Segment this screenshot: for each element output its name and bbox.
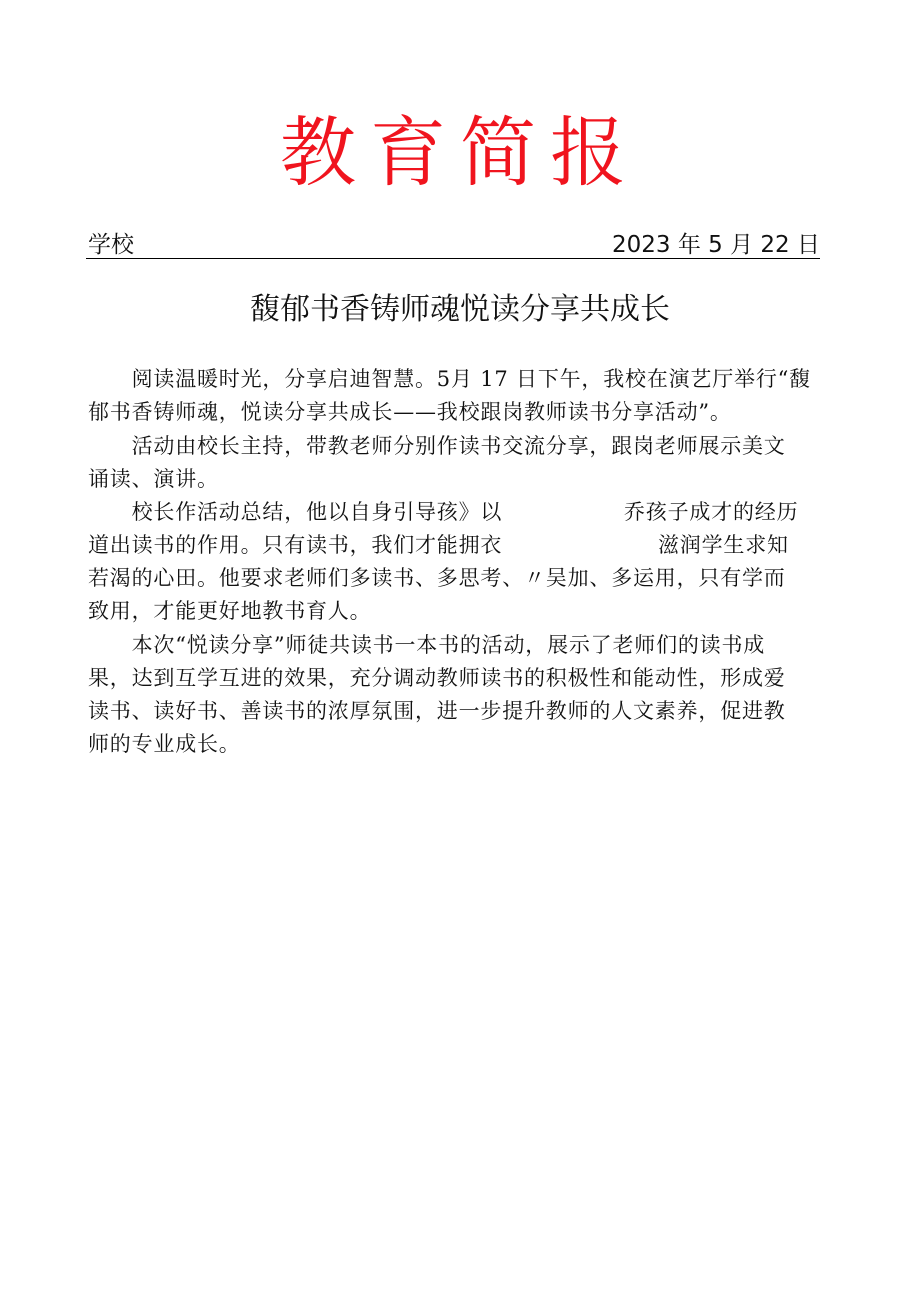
- body-line: 若渴的心田。他要求老师们多读书、多思考、〃吴加、多运用，只有学而: [88, 566, 786, 590]
- school-label: 学校: [88, 232, 134, 258]
- masthead-title: 教育简报: [280, 108, 640, 197]
- body-line: 活动由校长主持，带教老师分别作读书交流分享，跟岗老师展示美文: [88, 434, 786, 458]
- body-line-fragment: 乔孩子成才的经历: [624, 500, 799, 524]
- body-line: 果，达到互学互进的效果，充分调动教师读书的积极性和能动性，形成爱: [88, 666, 786, 690]
- body-line: 本次“悦读分享”师徒共读书一本书的活动，展示了老师们的读书成: [88, 633, 766, 657]
- body-line: 阅读温暖时光，分享启迪智慧。5月 17 日下午，我校在演艺厅举行“馥: [88, 367, 811, 391]
- body-line: 师的专业成长。: [88, 732, 241, 756]
- body-line: 郁书香铸师魂，悦读分享共成长——我校跟岗教师读书分享活动”。: [88, 400, 732, 424]
- body-line: 道出读书的作用。只有读书，我们才能拥衣: [88, 533, 503, 557]
- body-line: 校长作活动总结，他以自身引导孩》以: [88, 500, 503, 524]
- body-line: 读书、读好书、善读书的浓厚氛围，进一步提升教师的人文素养，促进教: [88, 699, 786, 723]
- body-line-fragment: 滋润学生求知: [658, 533, 789, 557]
- issue-date: 2023 年 5 月 22 日: [612, 232, 820, 258]
- header-divider: [86, 258, 820, 259]
- body-line: 诵读、演讲。: [88, 467, 219, 491]
- body-line: 致用，才能更好地教书育人。: [88, 599, 372, 623]
- article-headline: 馥郁书香铸师魂悦读分享共成长: [250, 292, 670, 327]
